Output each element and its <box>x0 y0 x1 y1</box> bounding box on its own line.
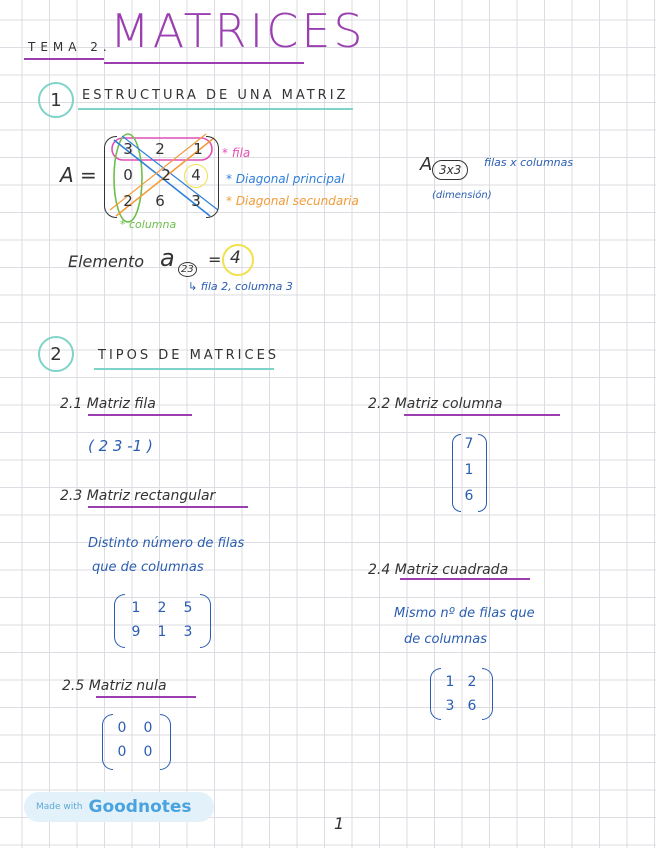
section-1-title: ESTRUCTURA DE UNA MATRIZ <box>82 88 349 103</box>
matrix-a-cell: 3 <box>123 140 133 158</box>
page-number: 1 <box>334 814 345 833</box>
element-eq: = <box>208 250 222 269</box>
goodnotes-brand: Goodnotes <box>88 797 192 817</box>
matrix-a-cell: 2 <box>123 192 133 210</box>
matrix-cuadrada-desc-2: de columnas <box>404 632 487 647</box>
dimension-caption: (dimensión) <box>432 190 492 201</box>
matrix-nula-cell: 0 <box>117 720 127 736</box>
subsection-2-3-underline <box>88 506 248 508</box>
matrix-rectangular-paren-left <box>114 594 125 648</box>
subsection-2-1-title: 2.1 Matriz fila <box>60 396 156 412</box>
matrix-a-cell: 6 <box>155 192 165 210</box>
subsection-2-3-title: 2.3 Matriz rectangular <box>60 488 216 504</box>
element-note: ↳ fila 2, columna 3 <box>188 280 293 293</box>
matrix-a-cell: 2 <box>155 140 165 158</box>
made-with-text: Made with <box>36 802 83 812</box>
page-title: MATRICES <box>110 4 366 58</box>
matrix-nula-cell: 0 <box>143 744 153 760</box>
matrix-cuadrada-cell: 1 <box>445 674 455 690</box>
matrix-a-cell: 4 <box>191 166 201 184</box>
subsection-2-2-underline <box>404 414 560 416</box>
goodnotes-badge[interactable] <box>24 792 214 822</box>
matrix-a-name: A = <box>60 163 97 187</box>
tema-label: TEMA 2. <box>28 40 112 54</box>
section-1-number <box>38 82 74 118</box>
title-underline <box>104 62 304 64</box>
subsection-2-1-underline <box>88 414 192 416</box>
matrix-rectangular-desc-2: que de columnas <box>92 560 204 575</box>
dimension-value: 3x3 <box>432 160 468 180</box>
subsection-2-4-title: 2.4 Matriz cuadrada <box>368 562 509 578</box>
matrix-nula-cell: 0 <box>143 720 153 736</box>
legend-diag-principal: * Diagonal principal <box>226 172 345 186</box>
subsection-2-2-title: 2.2 Matriz columna <box>368 396 503 412</box>
matrix-rectangular-paren-right <box>200 594 211 648</box>
matrix-a-cell: 1 <box>193 140 203 158</box>
matrix-cuadrada-cell: 6 <box>467 698 477 714</box>
matrix-rectangular-cell: 2 <box>157 600 167 616</box>
matrix-cuadrada-desc-1: Mismo nº de filas que <box>394 606 535 621</box>
matrix-a-cell: 2 <box>161 166 171 184</box>
matrix-a-cell: 0 <box>123 166 133 184</box>
section-2-number-text: 2 <box>50 343 62 365</box>
section-2-title: TIPOS DE MATRICES <box>98 348 280 363</box>
matrix-nula-cell: 0 <box>117 744 127 760</box>
element-index: 23 <box>178 262 197 277</box>
section-2-number <box>38 336 74 372</box>
section-1-underline <box>78 108 353 110</box>
matrix-cuadrada-cell: 3 <box>445 698 455 714</box>
dimension-note: filas x columnas <box>484 156 574 169</box>
element-value: 4 <box>230 248 241 268</box>
matrix-rectangular-cell: 1 <box>157 624 167 640</box>
legend-fila: * fila <box>222 146 251 160</box>
matrix-cuadrada-paren-right <box>482 668 493 720</box>
matrix-a-cell: 3 <box>191 192 201 210</box>
matrix-columna-paren-right <box>478 434 487 512</box>
matrix-rectangular-desc-1: Distinto número de filas <box>88 536 245 551</box>
matrix-fila-row: ( 2 3 -1 ) <box>88 437 153 455</box>
subsection-2-5-title: 2.5 Matriz nula <box>62 678 167 694</box>
subsection-2-5-underline <box>96 696 196 698</box>
matrix-columna-cell: 7 <box>464 436 474 452</box>
legend-diag-secundaria: * Diagonal secundaria <box>226 194 359 208</box>
section-1-number-text: 1 <box>50 89 62 111</box>
matrix-rectangular-cell: 9 <box>131 624 141 640</box>
matrix-nula-paren-right <box>160 714 171 770</box>
matrix-a-paren-left <box>104 136 117 218</box>
legend-columna: * columna <box>120 218 177 231</box>
element-label: Elemento <box>68 252 145 271</box>
matrix-cuadrada-cell: 2 <box>467 674 477 690</box>
section-2-underline <box>94 368 274 370</box>
matrix-rectangular-cell: 3 <box>183 624 193 640</box>
dimension-label: A <box>420 154 433 175</box>
tema-underline <box>24 58 104 60</box>
matrix-rectangular-cell: 5 <box>183 600 193 616</box>
matrix-columna-cell: 1 <box>464 462 474 478</box>
subsection-2-4-underline <box>400 578 530 580</box>
matrix-rectangular-cell: 1 <box>131 600 141 616</box>
matrix-columna-cell: 6 <box>464 488 474 504</box>
element-symbol: a <box>160 244 175 272</box>
element-highlight-cell <box>184 164 208 188</box>
